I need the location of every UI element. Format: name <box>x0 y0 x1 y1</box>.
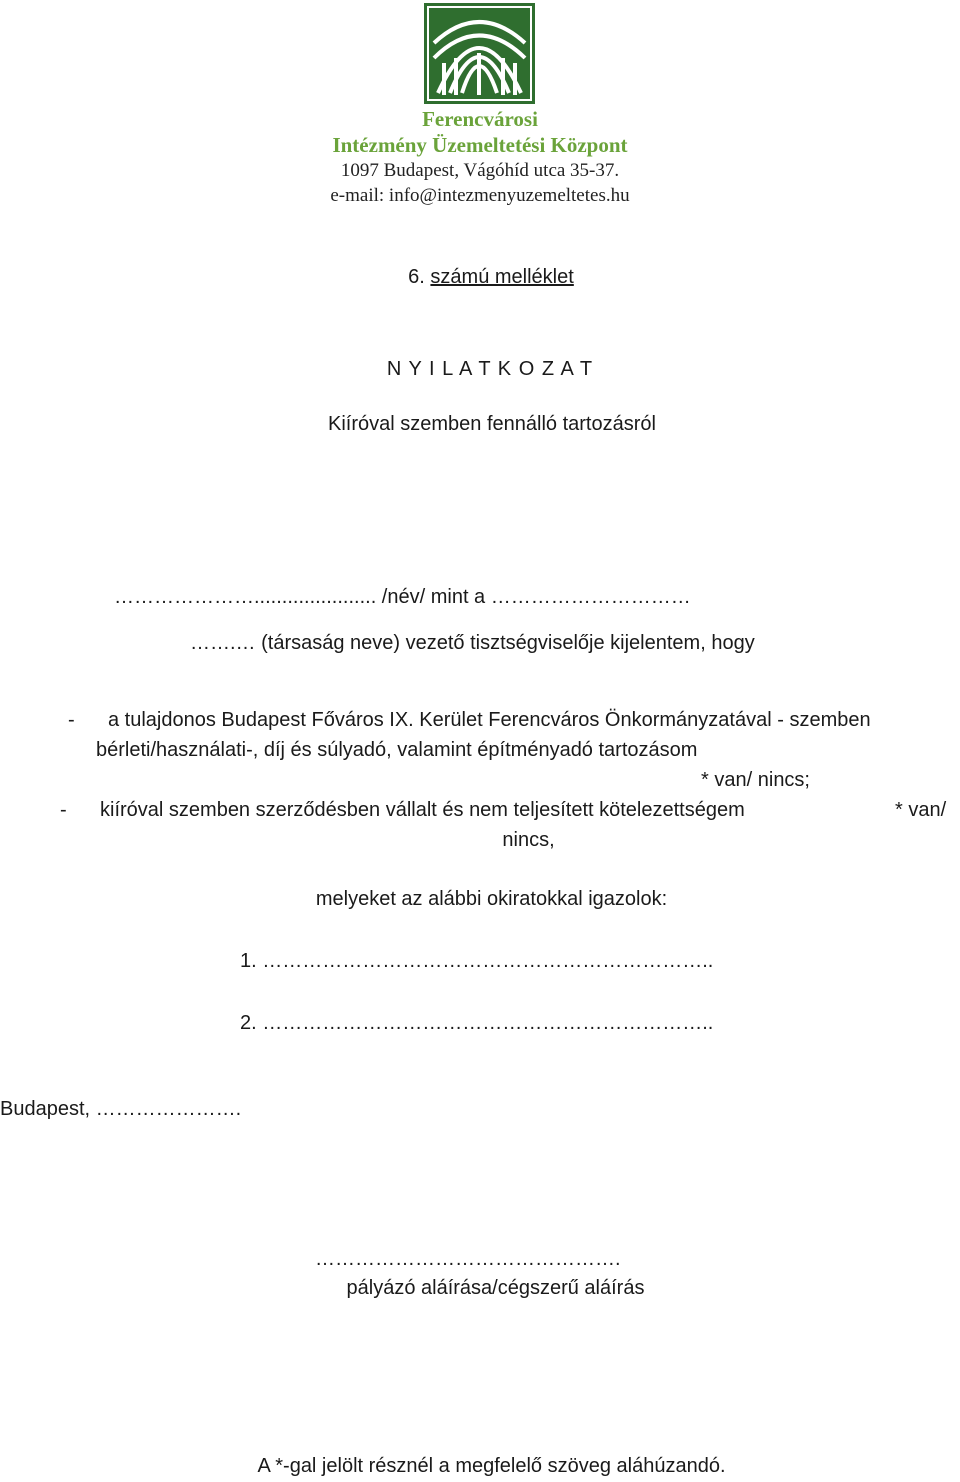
annex-text: számú melléklet <box>430 266 574 288</box>
item2-line2: nincs, <box>502 829 555 851</box>
org-name: Ferencvárosi <box>422 107 538 131</box>
item2-line1: kiíróval szemben szerződésben vállalt és nem teljesített kötelezettségem <box>100 799 745 821</box>
document-subtitle: Kiíróval szemben fennálló tartozásról <box>328 413 656 435</box>
ferencvaros-logo-icon <box>424 3 535 104</box>
item1-line2: bérleti/használati-, díj és súlyadó, valamint építményadó tartozásom <box>96 739 698 761</box>
document-title: N Y I L A T K O Z A T <box>386 358 594 380</box>
item2-dash: - <box>60 799 67 821</box>
company-line: …….… (társaság neve) vezető tisztségviselője kijelentem, hogy <box>190 632 755 654</box>
proof-text: melyeket az alábbi okiratokkal igazolok: <box>315 888 668 910</box>
org-subtitle: Intézmény Üzemeltetési Központ <box>332 133 628 157</box>
footnote: A *-gal jelölt résznél a megfelelő szöveg aláhúzandó. <box>257 1455 726 1477</box>
item1-choice: * van/ nincs; <box>701 769 810 791</box>
place-date: Budapest, …………………. <box>0 1098 242 1120</box>
org-email: e-mail: info@intezmenyuzemeltetes.hu <box>330 185 630 206</box>
annex-number: 6. <box>408 266 425 288</box>
item1-dash: - <box>68 709 75 731</box>
item2-choice: * van/ <box>895 799 947 821</box>
signature-label: pályázó aláírása/cégszerű aláírás <box>346 1277 645 1299</box>
org-address: 1097 Budapest, Vágóhíd utca 35-37. <box>340 160 620 181</box>
signature-line: ………………………………………. <box>315 1248 621 1270</box>
item1-line1: a tulajdonos Budapest Főváros IX. Kerület Ferencváros Önkormányzatával - szemben <box>108 709 871 731</box>
document-line-2: 2. ………………………………………………………….. <box>240 1012 714 1034</box>
name-line: …………………...................... /név/ mint a ………………………… <box>114 586 691 608</box>
document-line-1: 1. ………………………………………………………….. <box>240 950 714 972</box>
annex-label <box>0 266 960 289</box>
